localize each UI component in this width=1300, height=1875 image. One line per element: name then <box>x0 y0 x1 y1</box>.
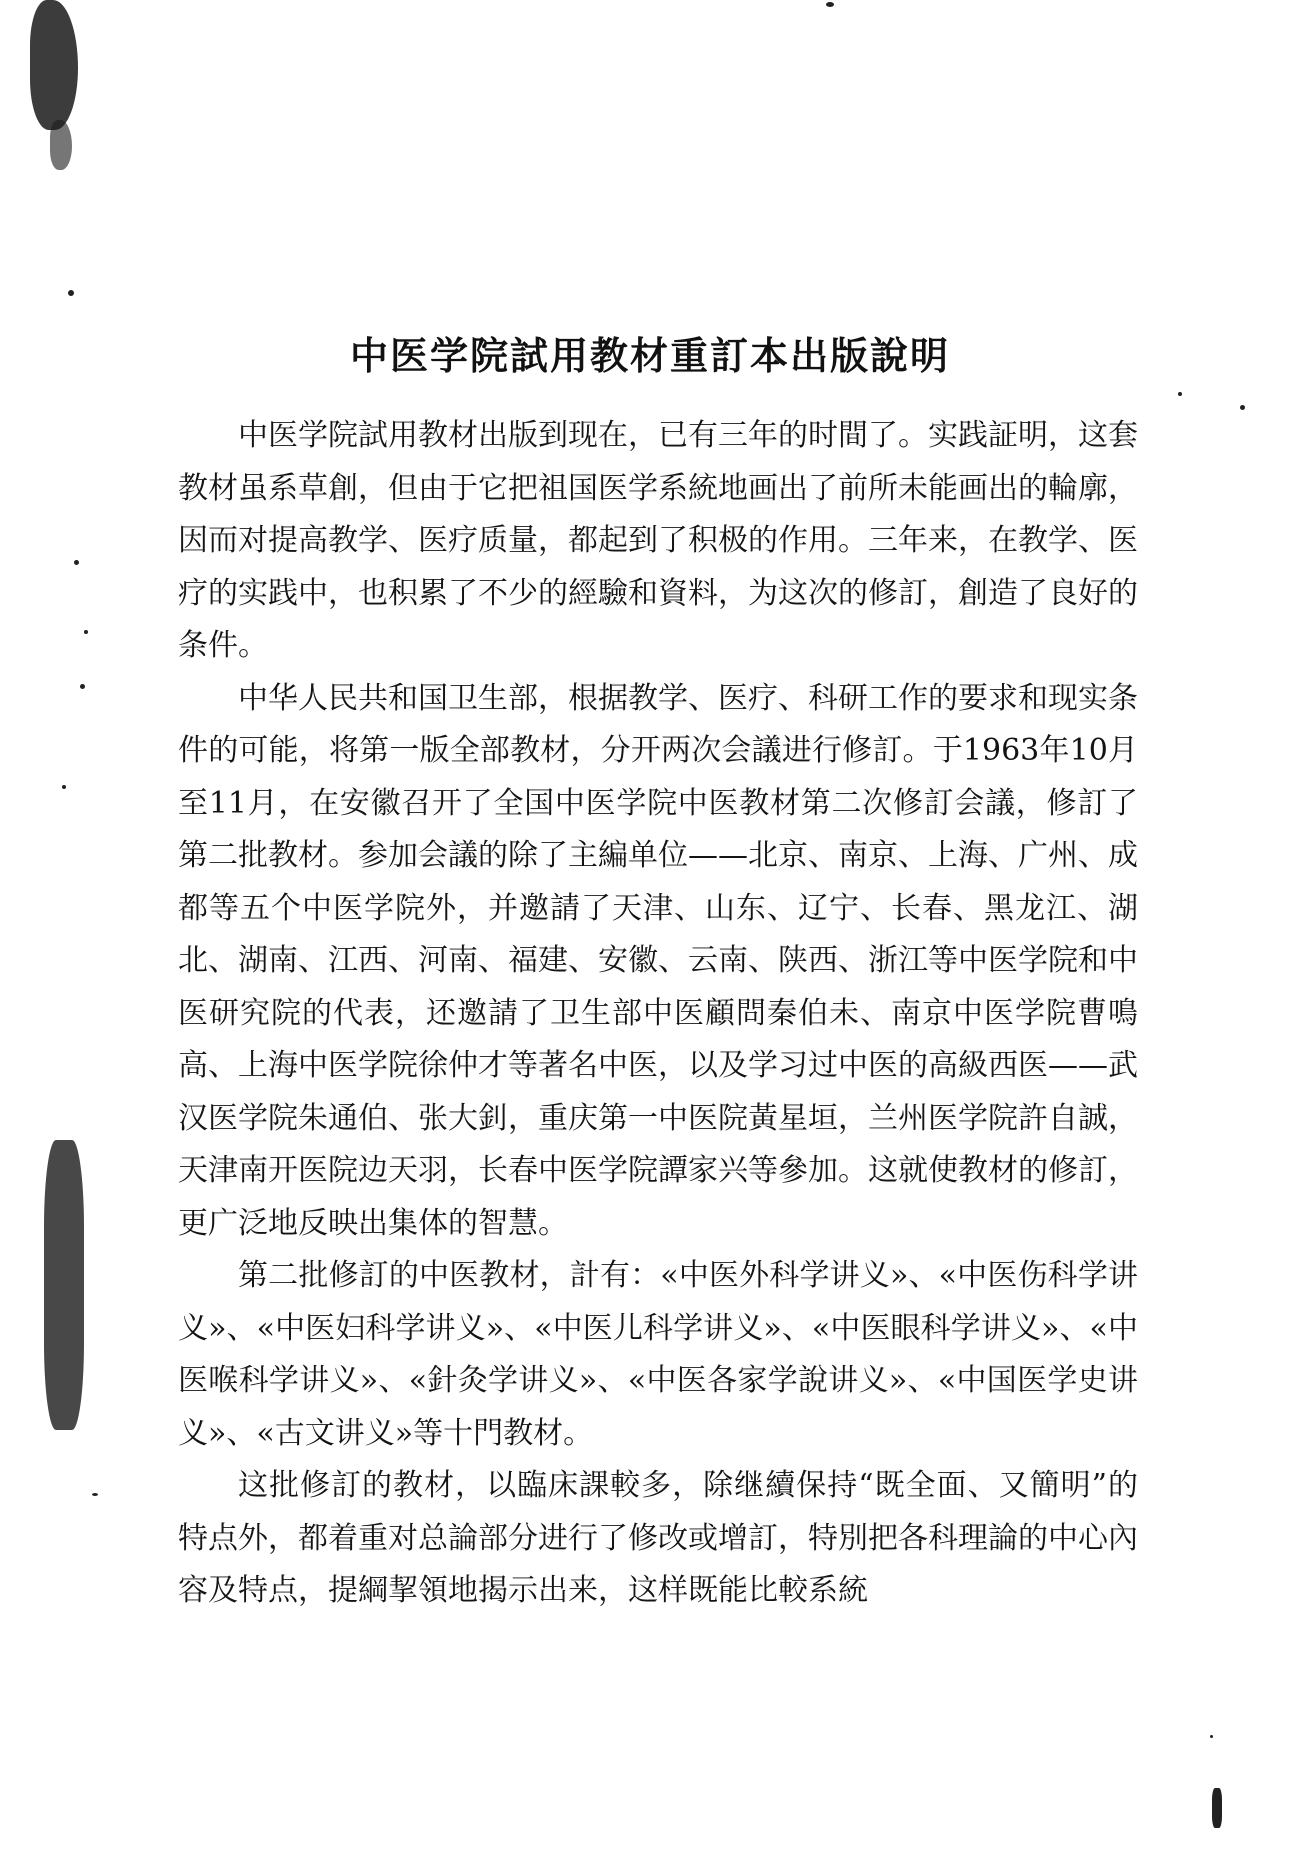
binding-smudge-top <box>30 0 78 130</box>
scan-speck <box>62 785 66 789</box>
scan-speck <box>1210 1735 1213 1738</box>
paragraph-2: 中华人民共和国卫生部，根据教学、医疗、科研工作的要求和现实条件的可能，将第一版全部教材，分开两次会議进行修訂。于1963年10月至11月，在安徽召开了全国中医学院中医教材第二次修訂会議，修訂了第二批教材。参加会議的除了主編单位——北京、南京、上海、广州、成都等五个中医学院外，并邀請了天津、山东、辽宁、长春、黑龙江、湖北、湖南、江西、河南、福建、安徽、云南、陕西、浙江等中医学院和中医研究院的代表，还邀請了卫生部中医顧問秦伯未、南京中医学院曹鳴高、上海中医学院徐仲才等著名中医，以及学习过中医的高級西医——武汉医学院朱通伯、张大釗，重庆第一中医院黃星垣，兰州医学院許自誠，天津南开医院边天羽，长春中医学院譚家兴等參加。这就使教材的修訂，更广泛地反映出集体的智慧。 <box>178 680 1138 1241</box>
scan-speck <box>68 290 74 296</box>
scan-speck <box>1212 1788 1222 1828</box>
binding-smudge-upper <box>50 120 72 170</box>
paragraph-4: 这批修訂的教材，以臨床課較多，除继續保持“既全面、又簡明”的特点外，都着重对总論部分进行了修改或增訂，特別把各科理論的中心內容及特点，提綱挈領地揭示出来，这样既能比較系統 <box>178 1468 1138 1608</box>
paragraph-1: 中医学院試用教材出版到现在，已有三年的时間了。实践証明，这套教材虽系草創，但由于它把祖国医学系統地画出了前所未能画出的輪廓，因而对提高教学、医疗质量，都起到了积极的作用。三年来，在教学、医疗的实践中，也积累了不少的經驗和資料，为这次的修訂，創造了良好的条件。 <box>178 418 1138 663</box>
body-text <box>178 410 1138 1618</box>
scan-speck <box>92 1493 98 1496</box>
scan-speck <box>1240 405 1245 410</box>
scan-speck <box>1178 392 1182 396</box>
scan-speck <box>84 630 88 634</box>
page-title: 中医学院試用教材重訂本出版說明 <box>349 334 950 379</box>
scan-speck <box>74 560 79 565</box>
paragraph-3: 第二批修訂的中医教材，計有：«中医外科学讲义»、«中医伤科学讲义»、«中医妇科学讲义»、«中医儿科学讲义»、«中医眼科学讲义»、«中医喉科学讲义»、«針灸学讲义»、«中医各家学說讲义»、«中国医学史讲义»、«古文讲义»等十門教材。 <box>178 1258 1138 1451</box>
scan-speck <box>826 2 834 7</box>
binding-smudge-lower <box>44 1140 84 1430</box>
scan-speck <box>80 684 85 689</box>
